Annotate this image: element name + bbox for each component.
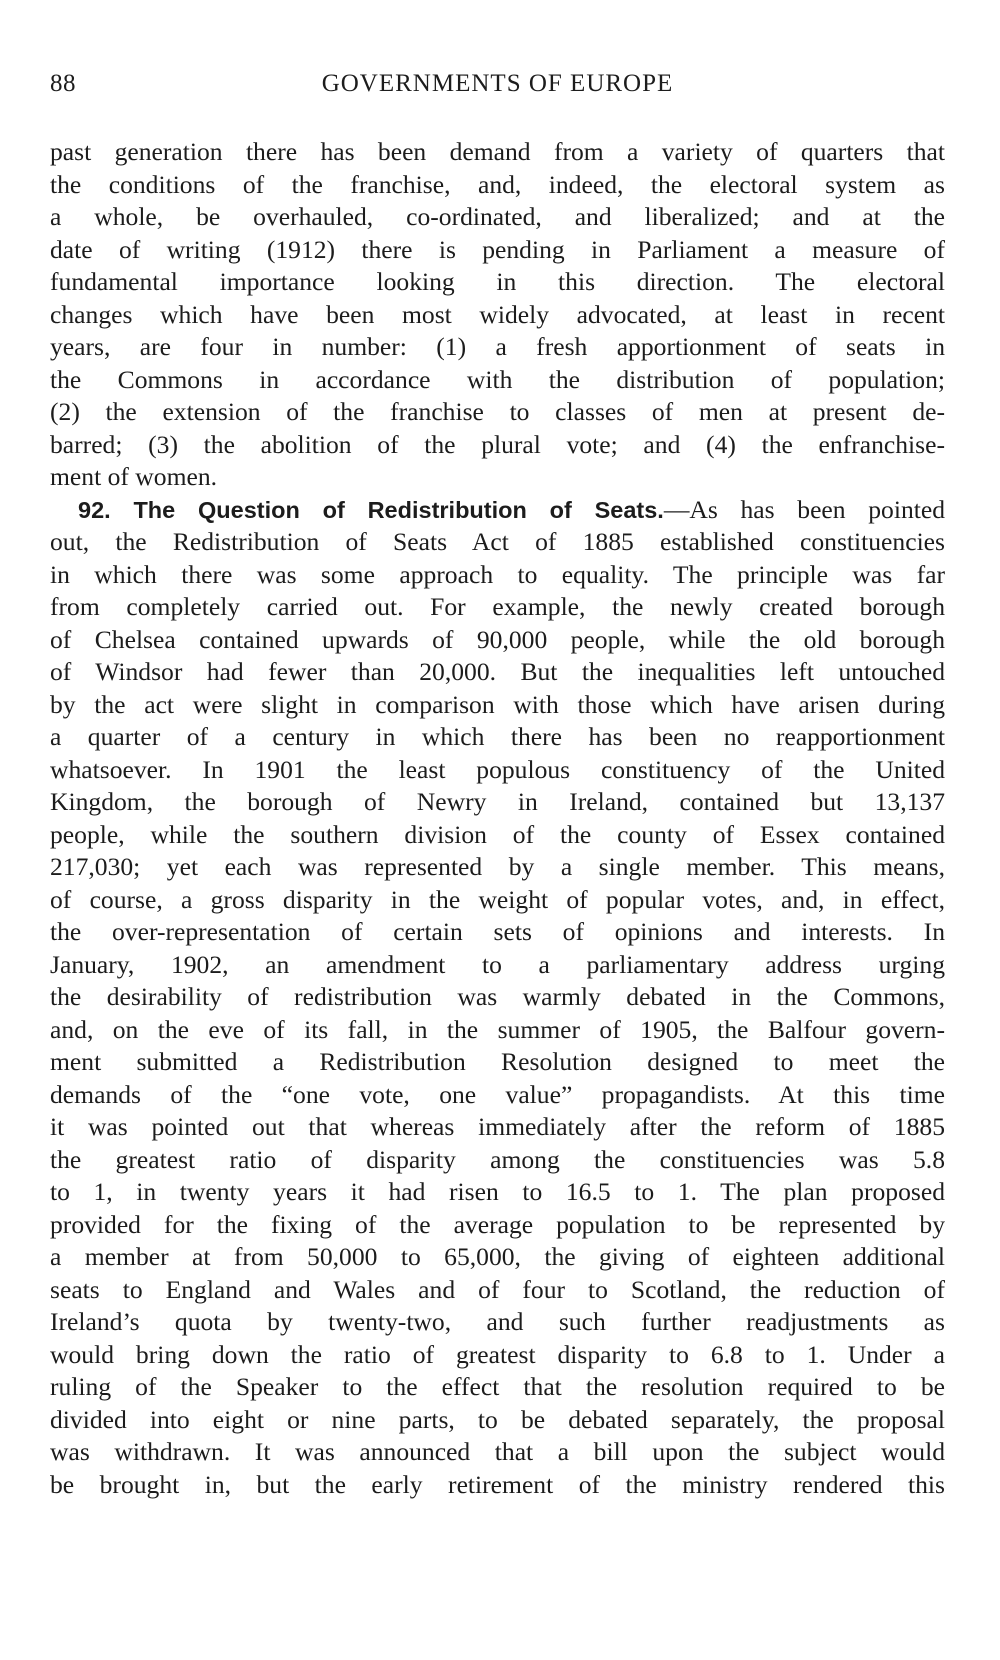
section-92-redistribution-of-seats	[50, 494, 945, 1502]
text-line: the conditions of the franchise, and, indeed, the electoral system as	[50, 169, 945, 199]
text-line: out, the Redistribution of Seats Act of 1885 established constituencies	[50, 527, 945, 556]
text-line: seats to England and Wales and of four to Scotland, the reduction of	[50, 1274, 945, 1304]
text-line: the Commons in accordance with the distribution of population;	[50, 364, 945, 394]
book-page	[50, 70, 945, 1501]
text-line: to 1, in twenty years it had risen to 16.5 to 1. The plan proposed	[50, 1177, 945, 1206]
text-line: changes which have been most widely advocated, at least in recent	[50, 299, 945, 329]
text-line: barred; (3) the abolition of the plural vote; and (4) the enfranchise-	[50, 429, 945, 459]
text-line: by the act were slight in comparison with those which have arisen during	[50, 689, 945, 719]
text-line: and, on the eve of its fall, in the summer of 1905, the Balfour govern-	[50, 1014, 945, 1044]
text-line: of Windsor had fewer than 20,000. But the inequalities left untouched	[50, 657, 945, 686]
text-line: the greatest ratio of disparity among the constituencies was 5.8	[50, 1144, 945, 1174]
text-line: January, 1902, an amendment to a parliamentary address urging	[50, 949, 945, 979]
text-line: 217,030; yet each was represented by a single member. This means,	[50, 852, 945, 881]
text-line: ruling of the Speaker to the effect that the resolution required to be	[50, 1372, 945, 1401]
text-line: ment submitted a Redistribution Resolution designed to meet the	[50, 1047, 945, 1076]
section-heading: 92. The Question of Redistribution of Seats.	[78, 496, 664, 523]
text-line: Kingdom, the borough of Newry in Ireland, contained but 13,137	[50, 787, 945, 816]
text-line: the desirability of redistribution was warmly debated in the Commons,	[50, 982, 945, 1011]
text-line: in which there was some approach to equality. The principle was far	[50, 559, 945, 589]
text-line: years, are four in number: (1) a fresh apportionment of seats in	[50, 332, 945, 361]
text-line: of course, a gross disparity in the weight of popular votes, and, in effect,	[50, 884, 945, 914]
text-line: past generation there has been demand from a variety of quarters that	[50, 137, 945, 166]
paragraph-franchise-changes	[50, 136, 945, 494]
text-line: the over-representation of certain sets of opinions and interests. In	[50, 917, 945, 946]
text-line: date of writing (1912) there is pending in Parliament a measure of	[50, 234, 945, 264]
text-line: it was pointed out that whereas immediately after the reform of 1885	[50, 1112, 945, 1141]
page-number: 88	[50, 70, 76, 97]
running-head	[50, 70, 945, 110]
text-line: a quarter of a century in which there has been no reapportionment	[50, 722, 945, 751]
text-line: a whole, be overhauled, co-ordinated, and liberalized; and at the	[50, 202, 945, 231]
text-line: whatsoever. In 1901 the least populous constituency of the United	[50, 754, 945, 784]
text-line: fundamental importance looking in this direction. The electoral	[50, 267, 945, 296]
text-line: Ireland’s quota by twenty-two, and such further readjustments as	[50, 1307, 945, 1336]
text-line: demands of the “one vote, one value” propagandists. At this time	[50, 1079, 945, 1109]
running-title: GOVERNMENTS OF EUROPE	[321, 70, 674, 97]
text-line: was withdrawn. It was announced that a bill upon the subject would	[50, 1437, 945, 1466]
section-first-line	[50, 494, 945, 527]
text-line: of Chelsea contained upwards of 90,000 people, while the old borough	[50, 624, 945, 654]
section-first-line-text: —As has been pointed	[663, 494, 946, 524]
text-line: from completely carried out. For example, the newly created borough	[50, 592, 945, 621]
text-line: provided for the fixing of the average population to be represented by	[50, 1209, 945, 1239]
text-line: be brought in, but the early retirement of the ministry rendered this	[50, 1469, 945, 1499]
text-line: people, while the southern division of the county of Essex contained	[50, 819, 945, 849]
text-line: (2) the extension of the franchise to classes of men at present de-	[50, 397, 945, 426]
text-line: ment of women.	[50, 462, 218, 491]
text-line: would bring down the ratio of greatest disparity to 6.8 to 1. Under a	[50, 1339, 945, 1369]
body-text	[50, 136, 945, 1501]
text-line: divided into eight or nine parts, to be debated separately, the proposal	[50, 1404, 945, 1434]
text-line: a member at from 50,000 to 65,000, the giving of eighteen additional	[50, 1242, 945, 1271]
